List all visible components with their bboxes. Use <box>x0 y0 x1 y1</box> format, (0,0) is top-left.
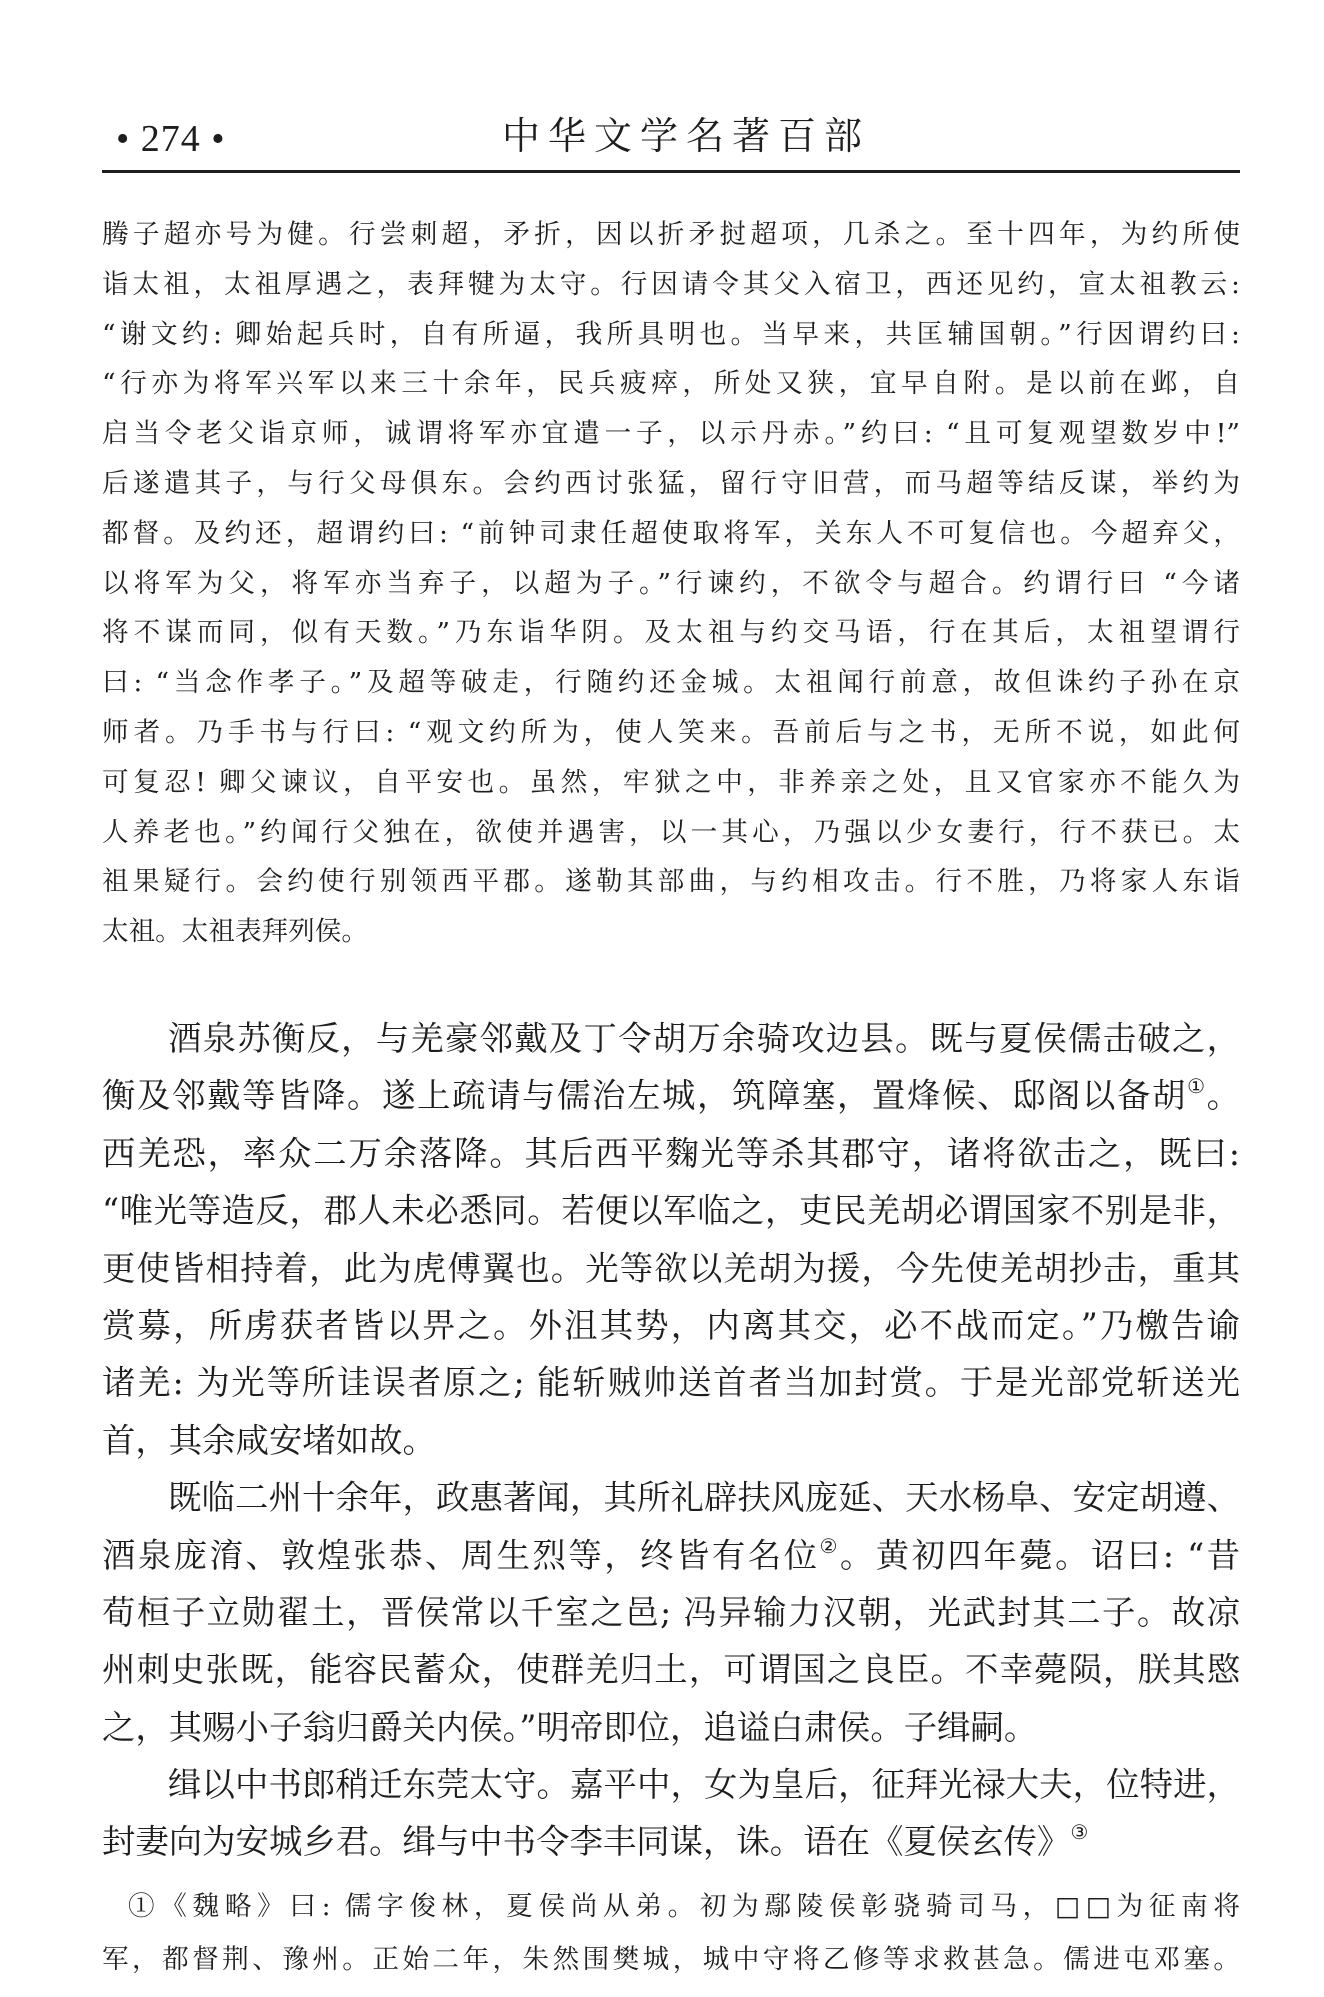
text-line: 太祖。太祖表拜列侯。 <box>102 916 368 948</box>
text-line: 既临二州十余年，政惠著闻，其所礼辟扶风庞延、天水杨阜、安定胡遵、 <box>168 1478 1240 1518</box>
footnotes <box>102 1880 1240 1986</box>
page-header <box>102 108 1240 172</box>
note-mark[interactable]: ② <box>819 1533 840 1558</box>
text-line <box>102 1067 1240 1124</box>
text-line: 缉以中书郎稍迁东莞太守。嘉平中，女为皇后，征拜光禄大夫，位特进， <box>168 1765 1240 1805</box>
text-line: 启当令老父诣京师，诚谓将军亦宜遣一子，以示丹赤。”约曰: “且可复观望数岁中!” <box>102 418 1240 450</box>
text-line: 祖果疑行。会约使行别领西平郡。遂勒其部曲，与约相攻击。行不胜，乃将家人东诣 <box>102 866 1240 898</box>
text-line: 之，其赐小子翁归爵关内侯。”明帝即位，追谥白肃侯。子缉嗣。 <box>102 1707 1038 1747</box>
text-line: “行亦为将军兴军以来三十余年，民兵疲瘁，所处又狭，宜早自附。是以前在邺，自 <box>102 368 1240 400</box>
text-line: 州刺史张既，能容民蓄众，使群羌归土，可谓国之良臣。不幸薨陨，朕其愍 <box>102 1650 1240 1690</box>
main-text <box>102 1010 1240 1871</box>
text-line: 西羌恐，率众二万余落降。其后西平麴光等杀其郡守，诸将欲击之，既曰: <box>102 1133 1240 1173</box>
text-line: 可复忍! 卿父谏议，自平安也。虽然，牢狱之中，非养亲之处，且又官家亦不能久为 <box>102 766 1240 798</box>
text-line: “唯光等造反，郡人未必悉同。若便以军临之，吏民羌胡必谓国家不别是非， <box>102 1191 1240 1231</box>
book-title: 中华文学名著百部 <box>502 114 871 158</box>
text-line <box>102 1527 1240 1584</box>
book-page <box>102 0 1240 1997</box>
text-line: 腾子超亦号为健。行尝刺超，矛折，因以折矛挝超项，几杀之。至十四年，为约所使 <box>102 219 1240 250</box>
text-line: 将不谋而同，似有天数。”乃东诣华阴。及太祖与约交马语，行在其后，太祖望谓行 <box>102 617 1240 649</box>
header-rule <box>102 170 1240 173</box>
text-line: 赏募，所虏获者皆以畀之。外沮其势，内离其交，必不战而定。”乃檄告谕 <box>102 1305 1240 1345</box>
text-line: 以将军为父，将军亦当弃子，以超为子。”行谏约，不欲令与超合。约谓行曰 “今诸 <box>102 567 1240 599</box>
text-line: 都督。及约还，超谓约曰: “前钟司隶任超使取将军，关东人不可复信也。今超弃父， <box>102 517 1240 549</box>
quoted-commentary <box>102 210 1240 957</box>
text-line: 更使皆相持着，此为虎傅翼也。光等欲以羌胡为援，今先使羌胡抄击，重其 <box>102 1248 1240 1288</box>
text-segment: 酒泉庞淯、敦煌张恭、周生烈等，终皆有名位 <box>102 1535 820 1575</box>
text-line: 曰: “当念作孝子。”及超等破走，行随约还金城。太祖闻行前意，故但诛约子孙在京 <box>102 667 1240 699</box>
footnote-line: 军，都督荆、豫州。正始二年，朱然围樊城，城中守将乙修等求救甚急。儒进屯邓塞。 <box>102 1944 1240 1975</box>
text-line: “谢文约: 卿始起兵时，自有所逼，我所具明也。当早来，共匡辅国朝。”行因谓约曰: <box>102 318 1240 350</box>
note-mark[interactable]: ③ <box>1070 1820 1089 1845</box>
text-line: 师者。乃手书与行曰: “观文约所为，使人笑来。吾前后与之书，无所不说，如此何 <box>102 716 1240 748</box>
text-line: 荀桓子立勋翟土，晋侯常以千室之邑; 冯异输力汉朝，光武封其二子。故凉 <box>102 1592 1240 1632</box>
page-number: • 274 • <box>116 118 226 160</box>
text-line: 后遂遣其子，与行父母俱东。会约西讨张猛，留行守旧营，而马超等结反谋，举约为 <box>102 467 1240 499</box>
text-segment: 封妻向为安城乡君。缉与中书令李丰同谋，诛。语在《夏侯玄传》 <box>102 1822 1071 1862</box>
text-segment: 。黄初四年薨。诏曰: “昔 <box>839 1535 1240 1575</box>
note-mark[interactable]: ① <box>1187 1074 1207 1099</box>
text-line: 酒泉苏衡反，与羌豪邻戴及丁令胡万余骑攻边县。既与夏侯儒击破之， <box>168 1019 1240 1058</box>
text-line: 诣太祖，太祖厚遇之，表拜犍为太守。行因请令其父入宿卫，西还见约，宣太祖教云: <box>102 268 1240 300</box>
text-segment: 衡及邻戴等皆降。遂上疏请与儒治左城，筑障塞，置烽候、邸阁以备胡 <box>102 1076 1188 1116</box>
text-line: 人养老也。”约闻行父独在，欲使并遇害，以一其心，乃强以少女妻行，行不获已。太 <box>102 816 1240 848</box>
text-line: 首，其余咸安堵如故。 <box>102 1420 436 1460</box>
text-line <box>102 1813 1240 1870</box>
text-segment: 。 <box>1206 1076 1240 1116</box>
text-line: 诸羌: 为光等所诖误者原之; 能斩贼帅送首者当加封赏。于是光部党斩送光 <box>102 1363 1240 1403</box>
footnote-line: ①《魏略》曰: 儒字俊林，夏侯尚从弟。初为鄢陵侯彰骁骑司马，□□为征南将 <box>128 1891 1240 1922</box>
